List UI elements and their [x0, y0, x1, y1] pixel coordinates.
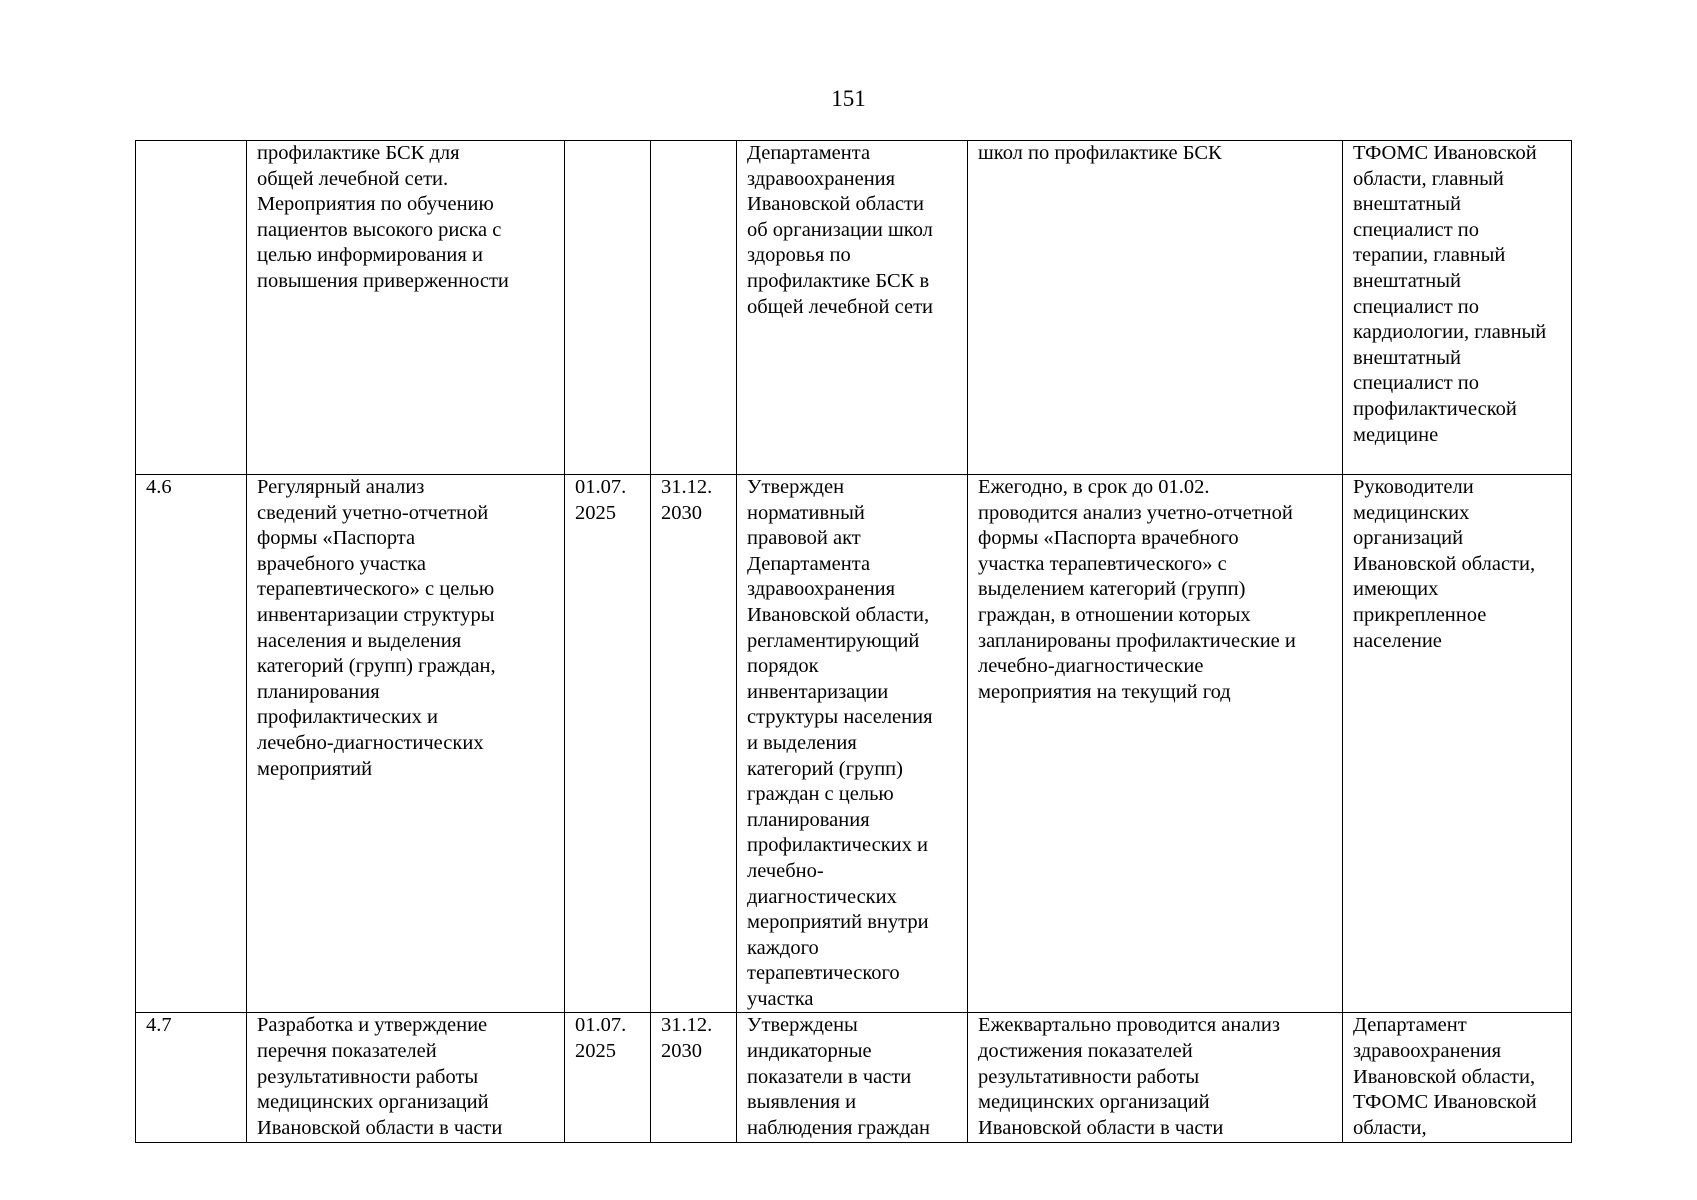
table-row	[136, 1013, 1572, 1143]
control-indicator-cell: Ежеквартально проводится анализ достижения показателей результативности работы медицинских организаций Ивановской области в части	[968, 1013, 1343, 1143]
event-name-cell: Разработка и утверждение перечня показателей результативности работы медицинских организаций Ивановской области в части	[247, 1013, 565, 1143]
end-date-cell	[651, 141, 737, 475]
control-indicator-cell: Ежегодно, в срок до 01.02. проводится анализ учетно-отчетной формы «Паспорта врачебного участка терапевтического» с выделением категорий (групп) граждан, в отношении которых запланированы профилактические и лечебно-диагностические мероприятия на текущий год	[968, 475, 1343, 1013]
table-row	[136, 475, 1572, 1013]
start-date-cell: 01.07. 2025	[565, 1013, 651, 1143]
table-row	[136, 141, 1572, 475]
page-number: 151	[831, 86, 866, 111]
event-name-cell: профилактике БСК для общей лечебной сети. Мероприятия по обучению пациентов высокого риска с целью информирования и повышения приверженности	[247, 141, 565, 475]
expected-result-cell: Утвержден нормативный правовой акт Департамента здравоохранения Ивановской области, регламентирующий порядок инвентаризации структуры населения и выделения категорий (групп) граждан с целью планирования профилактических и лечебно- диагностических мероприятий внутри каждого терапевтического участка	[737, 475, 968, 1013]
event-name-cell: Регулярный анализ сведений учетно-отчетной формы «Паспорта врачебного участка терапевтического» с целью инвентаризации структуры населения и выделения категорий (групп) граждан, планирования профилактических и лечебно-диагностических мероприятий	[247, 475, 565, 1013]
responsible-cell: Департамент здравоохранения Ивановской области, ТФОМС Ивановской области,	[1343, 1013, 1572, 1143]
expected-result-cell: Департамента здравоохранения Ивановской области об организации школ здоровья по профилактике БСК в общей лечебной сети	[737, 141, 968, 475]
start-date-cell: 01.07. 2025	[565, 475, 651, 1013]
row-number-cell	[136, 141, 247, 475]
expected-result-cell: Утверждены индикаторные показатели в части выявления и наблюдения граждан	[737, 1013, 968, 1143]
end-date-cell: 31.12. 2030	[651, 475, 737, 1013]
start-date-cell	[565, 141, 651, 475]
responsible-cell: Руководители медицинских организаций Ивановской области, имеющих прикрепленное население	[1343, 475, 1572, 1013]
responsible-cell: ТФОМС Ивановской области, главный внештатный специалист по терапии, главный внештатный специалист по кардиологии, главный внештатный специалист по профилактической медицине	[1343, 141, 1572, 475]
row-number-cell: 4.7	[136, 1013, 247, 1143]
end-date-cell: 31.12. 2030	[651, 1013, 737, 1143]
activities-table	[135, 140, 1572, 1143]
control-indicator-cell: школ по профилактике БСК	[968, 141, 1343, 475]
row-number-cell: 4.6	[136, 475, 247, 1013]
